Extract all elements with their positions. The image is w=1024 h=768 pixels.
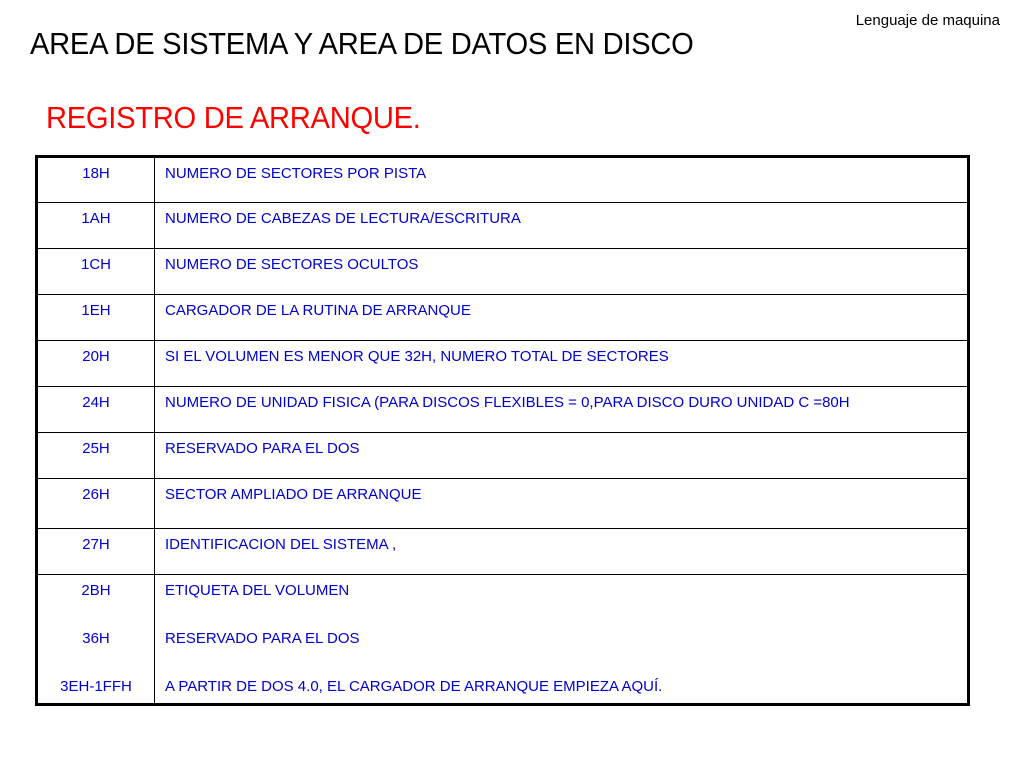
description-cell bbox=[155, 295, 969, 341]
offset-value: 24H bbox=[82, 394, 110, 411]
table-row bbox=[37, 295, 969, 341]
description-value: NUMERO DE CABEZAS DE LECTURA/ESCRITURA bbox=[165, 210, 521, 227]
table-row bbox=[37, 387, 969, 433]
description-value: RESERVADO PARA EL DOS bbox=[165, 440, 360, 457]
boot-record-table bbox=[35, 155, 970, 706]
offset-value: 20H bbox=[82, 348, 110, 365]
description-value: NUMERO DE SECTORES POR PISTA bbox=[165, 165, 427, 182]
offset-cell bbox=[37, 433, 155, 479]
offset-cell bbox=[37, 203, 155, 249]
description-cell bbox=[155, 529, 969, 575]
offset-cell bbox=[37, 341, 155, 387]
offset-cell bbox=[37, 479, 155, 529]
table-row bbox=[37, 433, 969, 479]
offset-value: 26H bbox=[82, 486, 110, 503]
description-cell bbox=[155, 341, 969, 387]
offset-cell bbox=[37, 575, 155, 705]
offset-value: 18H bbox=[82, 165, 110, 182]
section-subtitle: REGISTRO DE ARRANQUE. bbox=[46, 100, 421, 135]
description-cell bbox=[155, 157, 969, 203]
offset-cell bbox=[37, 295, 155, 341]
offset-value: 2BH bbox=[81, 582, 111, 599]
description-cell bbox=[155, 249, 969, 295]
description-value: IDENTIFICACION DEL SISTEMA , bbox=[165, 536, 397, 553]
description-cell bbox=[155, 575, 969, 705]
page-title: AREA DE SISTEMA Y AREA DE DATOS EN DISCO bbox=[30, 26, 694, 61]
header-note: Lenguaje de maquina bbox=[855, 12, 1000, 29]
description-value: ETIQUETA DEL VOLUMEN bbox=[165, 582, 350, 599]
offset-cell bbox=[37, 529, 155, 575]
table-row bbox=[37, 479, 969, 529]
description-value: SECTOR AMPLIADO DE ARRANQUE bbox=[165, 486, 422, 503]
description-cell bbox=[155, 203, 969, 249]
offset-value: 3EH-1FFH bbox=[60, 678, 132, 695]
description-value: RESERVADO PARA EL DOS bbox=[165, 630, 360, 647]
table-row bbox=[37, 157, 969, 203]
offset-value: 27H bbox=[82, 536, 110, 553]
table-row bbox=[37, 249, 969, 295]
table-row bbox=[37, 341, 969, 387]
offset-value: 1AH bbox=[81, 210, 111, 227]
offset-cell bbox=[37, 157, 155, 203]
offset-value: 25H bbox=[82, 440, 110, 457]
description-cell bbox=[155, 387, 969, 433]
offset-cell bbox=[37, 249, 155, 295]
description-value: NUMERO DE SECTORES OCULTOS bbox=[165, 256, 419, 273]
offset-cell bbox=[37, 387, 155, 433]
table-row bbox=[37, 575, 969, 705]
description-value: CARGADOR DE LA RUTINA DE ARRANQUE bbox=[165, 302, 471, 319]
description-cell bbox=[155, 433, 969, 479]
description-value: NUMERO DE UNIDAD FISICA (PARA DISCOS FLEXIBLES = 0,PARA DISCO DURO UNIDAD C =80H bbox=[165, 394, 850, 411]
description-value: SI EL VOLUMEN ES MENOR QUE 32H, NUMERO TOTAL DE SECTORES bbox=[165, 348, 669, 365]
description-cell bbox=[155, 479, 969, 529]
offset-value: 1EH bbox=[81, 302, 111, 319]
table-row bbox=[37, 529, 969, 575]
offset-value: 1CH bbox=[80, 256, 111, 273]
offset-value: 36H bbox=[82, 630, 110, 647]
table-row bbox=[37, 203, 969, 249]
description-value: A PARTIR DE DOS 4.0, EL CARGADOR DE ARRANQUE EMPIEZA AQUÍ. bbox=[165, 678, 663, 695]
